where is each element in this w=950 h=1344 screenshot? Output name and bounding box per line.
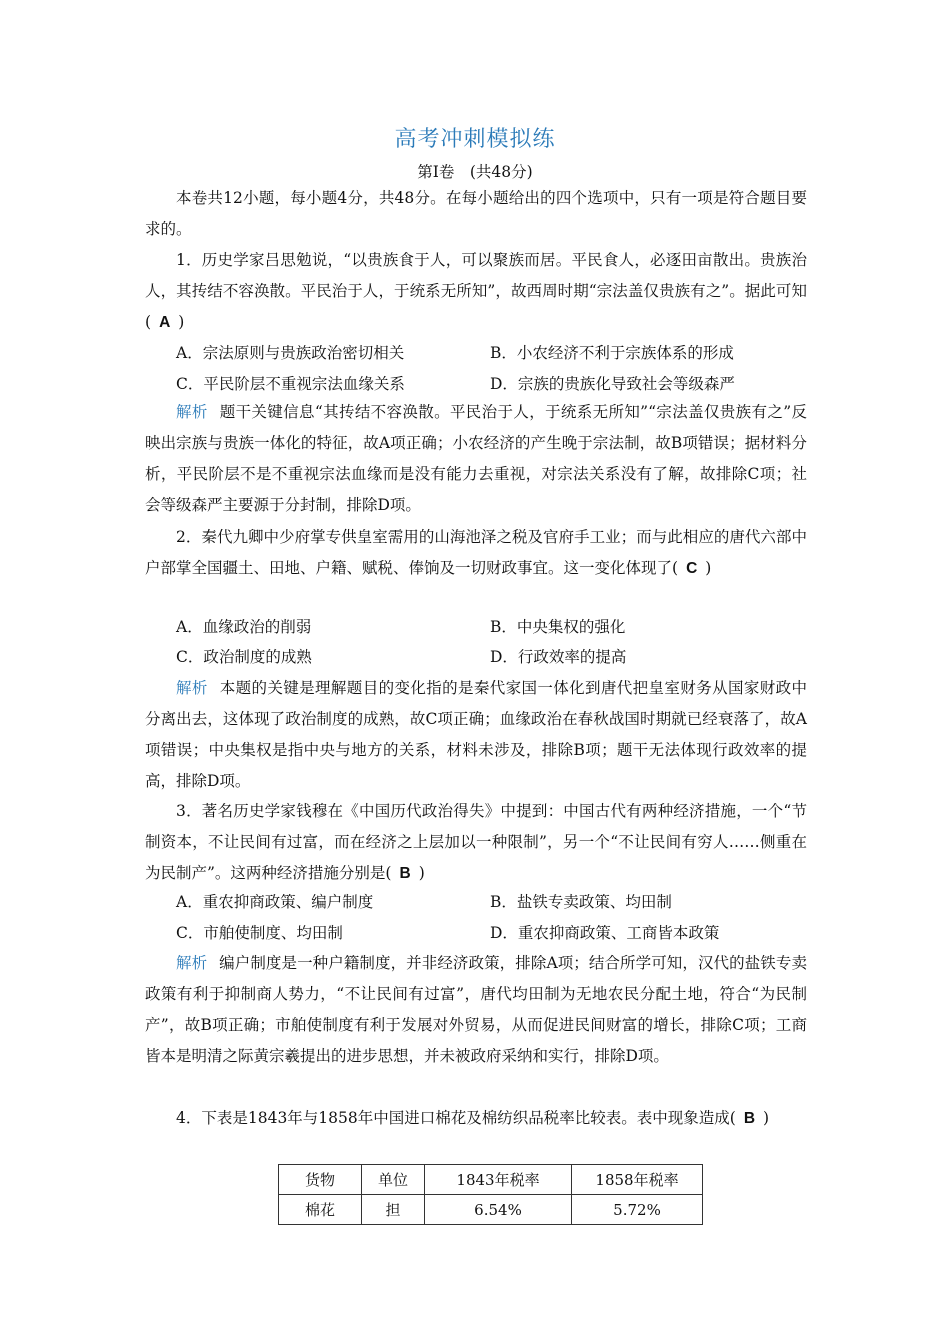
question-1-analysis: 解析 题干关键信息“其抟结不容涣散。平民治于人，于统系无所知”“宗法盖仅贵族有之”反映出宗族与贵族一体化的特征，故A项正确；小农经济的产生晚于宗法制，故B项错误；据材料分析，平民阶层不是不重视宗法血缘而是没有能力去重视，对宗法关系没有了解，故排除C项；社会等级森严主要源于分封制，排除D项。 [145, 403, 807, 514]
question-2-answer: C [686, 560, 698, 577]
question-3-option-b: B．盐铁专卖政策、均田制 [490, 893, 672, 911]
question-4-answer: B [743, 1110, 756, 1127]
table-header-cell: 单位 [362, 1165, 425, 1195]
question-1-stem: 1．历史学家吕思勉说，“以贵族食于人，可以聚族而居。平民食人，必逐田亩散出。贵族治人，其抟结不容涣散。平民治于人，于统系无所知”，故西周时期“宗法盖仅贵族有之”。据此可知( A ) [145, 251, 807, 331]
question-1-option-d: D．宗族的贵族化导致社会等级森严 [490, 375, 735, 393]
table-row [279, 1195, 703, 1225]
question-1-option-b: B．小农经济不利于宗族体系的形成 [490, 344, 734, 362]
table-header-row [279, 1165, 703, 1195]
table-header-cell: 货物 [279, 1165, 362, 1195]
question-3-answer: B [399, 865, 411, 882]
analysis-label: 解析 [176, 679, 208, 697]
instructions: 本卷共12小题，每小题4分，共48分。在每小题给出的四个选项中，只有一项是符合题目要求的。 [145, 189, 807, 238]
question-2-option-c: C．政治制度的成熟 [176, 648, 312, 666]
question-1-answer: A [159, 314, 171, 331]
analysis-label: 解析 [176, 954, 208, 972]
question-3-stem: 3．著名历史学家钱穆在《中国历代政治得失》中提到：中国古代有两种经济措施，一个“节制资本，不让民间有过富，而在经济之上层加以一种限制”，另一个“不让民间有穷人……侧重在为民制产”。这两种经济措施分别是( B ) [145, 802, 807, 882]
page-title: 高考冲刺模拟练 [394, 127, 556, 152]
question-1-option-c: C．平民阶层不重视宗法血缘关系 [176, 375, 405, 393]
question-3-option-d: D．重农抑商政策、工商皆本政策 [490, 924, 720, 942]
table-header-cell: 1843年税率 [425, 1165, 572, 1195]
question-2-option-d: D．行政效率的提高 [490, 648, 627, 666]
question-2-analysis: 解析 本题的关键是理解题目的变化指的是秦代家国一体化到唐代把皇室财务从国家财政中分离出去，这体现了政治制度的成熟，故C项正确；血缘政治在春秋战国时期就已经衰落了，故A项错误；中央集权是指中央与地方的关系，材料未涉及，排除B项；题干无法体现行政效率的提高，排除D项。 [145, 679, 807, 790]
analysis-label: 解析 [176, 403, 208, 421]
question-3-analysis: 解析 编户制度是一种户籍制度，并非经济政策，排除A项；结合所学可知，汉代的盐铁专卖政策有利于抑制商人势力，“不让民间有过富”，唐代均田制为无地农民分配土地，符合“为民制产”，故B项正确；市舶使制度有利于发展对外贸易，从而促进民间财富的增长，排除C项；工商皆本是明清之际黄宗羲提出的进步思想，并未被政府采纳和实行，排除D项。 [145, 954, 807, 1065]
question-3-option-a: A．重农抑商政策、编户制度 [176, 893, 374, 911]
question-2-option-a: A．血缘政治的削弱 [176, 618, 312, 636]
table-cell: 棉花 [279, 1195, 362, 1225]
table-header-cell: 1858年税率 [572, 1165, 703, 1195]
tax-rate-table [278, 1164, 703, 1225]
section-heading: 第Ⅰ卷 (共48分) [417, 163, 533, 181]
question-2-option-b: B．中央集权的强化 [490, 618, 626, 636]
question-3-option-c: C．市舶使制度、均田制 [176, 924, 343, 942]
table-cell: 担 [362, 1195, 425, 1225]
question-4-stem: 4．下表是1843年与1858年中国进口棉花及棉纺织品税率比较表。表中现象造成( B ) [176, 1109, 770, 1127]
table-cell: 5.72% [572, 1195, 703, 1225]
question-1-option-a: A．宗法原则与贵族政治密切相关 [176, 344, 405, 362]
question-2-stem: 2．秦代九卿中少府掌专供皇室需用的山海池泽之税及官府手工业；而与此相应的唐代六部中户部掌全国疆土、田地、户籍、赋税、俸饷及一切财政事宜。这一变化体现了( C ) [145, 528, 807, 577]
table-cell: 6.54% [425, 1195, 572, 1225]
